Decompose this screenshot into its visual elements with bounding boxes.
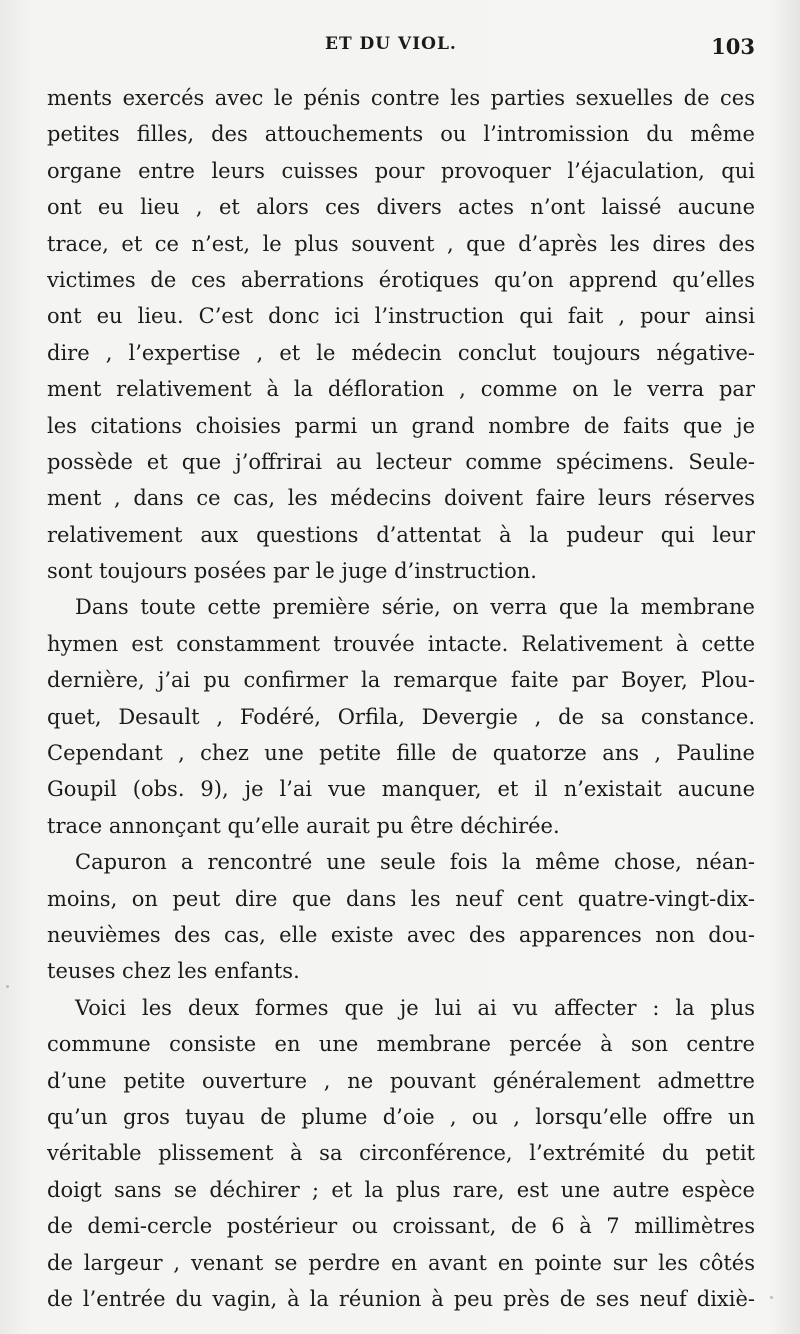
text-line: Goupil (obs. 9), je l’ai vue manquer, et il n’existait aucune bbox=[47, 777, 755, 802]
text-line: possède et que j’offrirai au lecteur comme spécimens. Seule- bbox=[47, 449, 755, 474]
text-line: de largeur , venant se perdre en avant en pointe sur les côtés bbox=[47, 1250, 755, 1275]
text-line: les citations choisies parmi un grand nombre de faits que je bbox=[47, 413, 755, 438]
text-line: victimes de ces aberrations érotiques qu’on apprend qu’elles bbox=[47, 267, 755, 292]
text-line: Voici les deux formes que je lui ai vu affecter : la plus bbox=[75, 995, 755, 1020]
text-line: teuses chez les enfants. bbox=[47, 959, 300, 984]
text-line: organe entre leurs cuisses pour provoquer l’éjaculation, qui bbox=[47, 158, 755, 183]
text-line: Cependant , chez une petite fille de quatorze ans , Pauline bbox=[47, 741, 755, 766]
text-line: ment , dans ce cas, les médecins doivent faire leurs réserves bbox=[47, 486, 755, 511]
running-head bbox=[0, 34, 800, 68]
text-line: véritable plissement à sa circonférence, l’extrémité du petit bbox=[47, 1141, 755, 1166]
body-text bbox=[47, 80, 755, 1317]
text-line: relativement aux questions d’attentat à la pudeur qui leur bbox=[47, 522, 755, 547]
text-line: Capuron a rencontré une seule fois la même chose, néan- bbox=[75, 850, 755, 875]
text-line: commune consiste en une membrane percée à son centre bbox=[47, 1032, 755, 1057]
running-title: ET DU VIOL. bbox=[325, 34, 457, 54]
text-line: sont toujours posées par le juge d’instruction. bbox=[47, 559, 537, 584]
text-line: hymen est constamment trouvée intacte. Relativement à cette bbox=[47, 631, 755, 656]
text-line: quet, Desault , Fodéré, Orfila, Devergie , de sa constance. bbox=[47, 704, 755, 729]
text-line: neuvièmes des cas, elle existe avec des apparences non dou- bbox=[47, 922, 755, 947]
text-line: d’une petite ouverture , ne pouvant généralement admettre bbox=[47, 1068, 755, 1093]
text-line: ont eu lieu , et alors ces divers actes n’ont laissé aucune bbox=[47, 195, 755, 220]
text-line: trace annonçant qu’elle aurait pu être déchirée. bbox=[47, 813, 560, 838]
page-number: 103 bbox=[711, 34, 755, 59]
text-line: trace, et ce n’est, le plus souvent , que d’après les dires des bbox=[47, 231, 755, 256]
text-line: de demi-cercle postérieur ou croissant, de 6 à 7 millimètres bbox=[47, 1214, 755, 1239]
text-line: doigt sans se déchirer ; et la plus rare, est une autre espèce bbox=[47, 1177, 755, 1202]
text-line: dire , l’expertise , et le médecin conclut toujours négative- bbox=[47, 340, 755, 365]
paper-speck bbox=[770, 1296, 773, 1299]
text-line: ont eu lieu. C’est donc ici l’instruction qui fait , pour ainsi bbox=[47, 304, 755, 329]
text-line: ments exercés avec le pénis contre les parties sexuelles de ces bbox=[47, 86, 755, 110]
text-line: moins, on peut dire que dans les neuf cent quatre-vingt-dix- bbox=[47, 886, 755, 911]
paper-speck bbox=[6, 985, 9, 988]
text-line: Dans toute cette première série, on verra que la membrane bbox=[75, 595, 755, 620]
text-line: petites filles, des attouchements ou l’intromission du même bbox=[47, 122, 755, 147]
text-line: dernière, j’ai pu confirmer la remarque faite par Boyer, Plou- bbox=[47, 668, 755, 693]
text-line: ment relativement à la défloration , comme on le verra par bbox=[47, 377, 755, 402]
text-line: qu’un gros tuyau de plume d’oie , ou , lorsqu’elle offre un bbox=[47, 1104, 755, 1129]
text-line: de l’entrée du vagin, à la réunion à peu près de ses neuf dixiè- bbox=[47, 1286, 755, 1311]
